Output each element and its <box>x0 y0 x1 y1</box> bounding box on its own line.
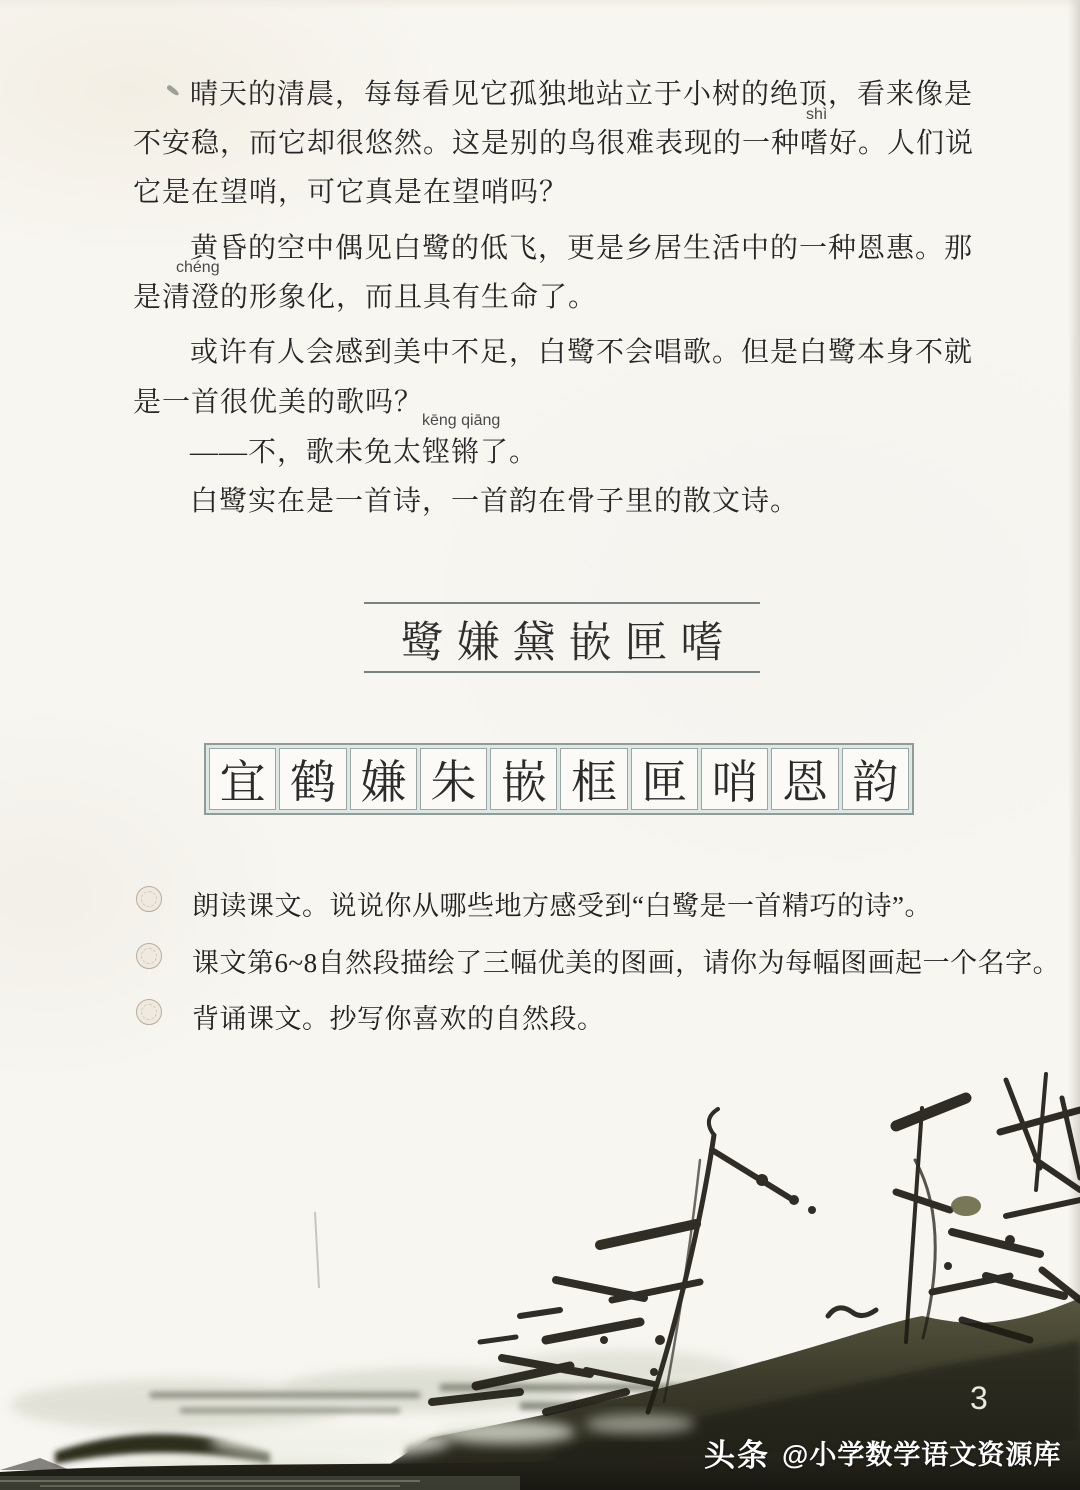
recognize-character: 嫌 <box>456 619 500 667</box>
recognize-character: 黛 <box>512 619 556 667</box>
write-character-cell: 恩 <box>771 748 838 810</box>
pinyin-annotation: chéng <box>176 259 220 276</box>
write-character-cell: 朱 <box>420 748 487 810</box>
body-text-line: 它是在望哨，可它真是在望哨吗？ <box>133 177 569 208</box>
divider-line <box>364 671 760 673</box>
write-character-cell: 韵 <box>842 748 909 810</box>
recognize-character: 鹭 <box>400 619 444 667</box>
watermark-handle: @小学数学语文资源库 <box>782 1440 1062 1470</box>
body-text-line: 是一首很优美的歌吗？ <box>133 387 424 418</box>
ink-painting <box>0 1040 1080 1490</box>
page-top-edge-shading <box>0 0 1080 10</box>
divider-line <box>364 602 760 604</box>
body-text-line: 晴天的清晨，每每看见它孤独地站立于小树的绝顶，看来像是 <box>190 79 974 110</box>
recognize-character: 嵌 <box>568 619 612 667</box>
write-character-cell: 鹤 <box>279 748 346 810</box>
water-band <box>0 1476 520 1490</box>
pinyin-annotation: kēng qiāng <box>422 412 501 429</box>
recognize-character: 嗜 <box>680 619 724 667</box>
body-text-line: 白鹭实在是一首诗，一首韵在骨子里的散文诗。 <box>190 486 800 517</box>
write-character-cell: 宜 <box>209 748 276 810</box>
body-text-line: ——不，歌未免太铿锵了。 <box>190 437 539 468</box>
body-text-line: 不安稳，而它却很悠然。这是别的鸟很难表现的一种嗜好。人们说 <box>133 128 975 159</box>
body-text-line: 是清澄的形象化，而且具有生命了。 <box>133 282 598 313</box>
stray-ink-mark <box>166 84 180 97</box>
write-character-cell: 哨 <box>701 748 768 810</box>
write-character-cell: 嫌 <box>350 748 417 810</box>
exercise-bullet-icon <box>136 886 162 912</box>
body-text-line: 黄昏的空中偶见白鹭的低飞，更是乡居生活中的一种恩惠。那 <box>190 233 974 264</box>
pinyin-annotation: shì <box>806 106 828 123</box>
write-character-cell: 框 <box>560 748 627 810</box>
recognize-characters-row <box>364 610 760 668</box>
write-characters-grid <box>204 743 914 815</box>
body-text-line: 或许有人会感到美中不足，白鹭不会唱歌。但是白鹭本身不就 <box>190 337 974 368</box>
faint-reed-stalk <box>315 1212 319 1288</box>
exercise-bullet-icon <box>136 943 162 969</box>
write-character-cell: 嵌 <box>490 748 557 810</box>
reeds-right-cluster <box>828 1074 1080 1342</box>
exercise-item: 课文第6~8自然段描绘了三幅优美的图画，请你为每幅图画起一个名字。 <box>192 948 1061 978</box>
exercise-bullet-icon <box>136 999 162 1025</box>
exercise-item: 朗读课文。说说你从哪些地方感受到“白鹭是一首精巧的诗”。 <box>192 891 932 921</box>
watermark-brand: 头条 <box>704 1438 770 1473</box>
watermark <box>704 1430 1061 1475</box>
page-number: 3 <box>970 1380 988 1416</box>
write-character-cell: 匣 <box>631 748 698 810</box>
recognize-character: 匣 <box>624 619 668 667</box>
exercise-item: 背诵课文。抄写你喜欢的自然段。 <box>192 1004 605 1034</box>
